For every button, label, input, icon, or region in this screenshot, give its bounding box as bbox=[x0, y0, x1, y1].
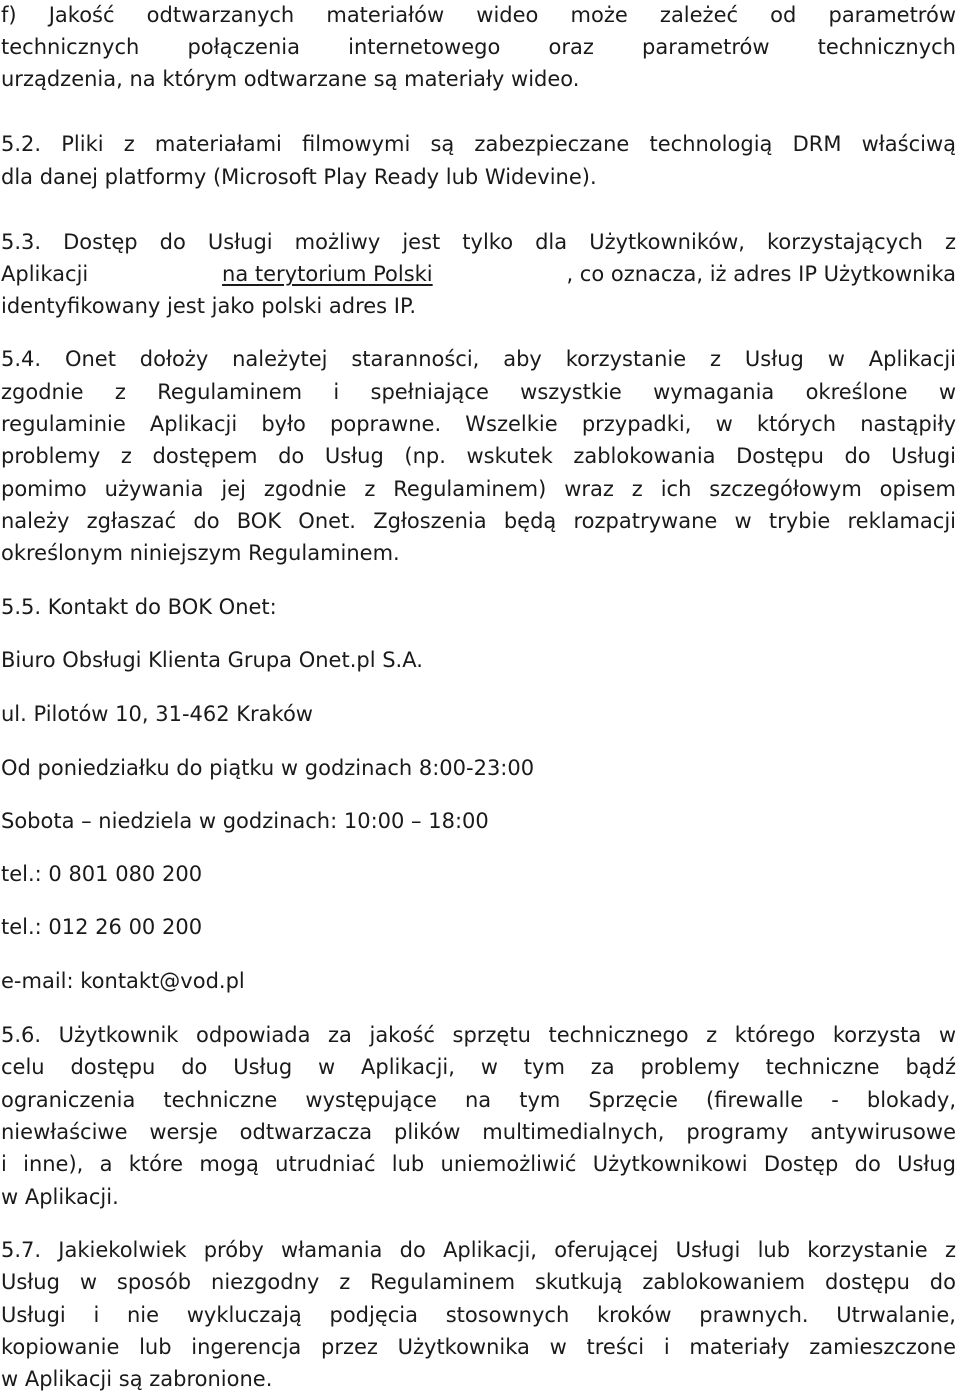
paragraph-5-4-line-1: 5.4. Onet dołoży należytej staranności, aby korzystanie z Usług w Aplikacji bbox=[1, 347, 956, 371]
line-segment-aplikacji: Aplikacji bbox=[1, 262, 89, 286]
paragraph-f-line-2: technicznych połączenia internetowego oraz parametrów technicznych bbox=[1, 35, 956, 59]
section-5-5-heading: 5.5. Kontakt do BOK Onet: bbox=[1, 595, 277, 619]
paragraph-5-4-line-4: problemy z dostępem do Usług (np. wskutek zablokowania Dostępu do Usługi bbox=[1, 444, 956, 468]
contact-office-name: Biuro Obsługi Klienta Grupa Onet.pl S.A. bbox=[1, 648, 423, 672]
paragraph-5-7-line-3: Usługi i nie wykluczają podjęcia stosownych kroków prawnych. Utrwalanie, bbox=[1, 1303, 956, 1327]
paragraph-5-3-line-1: 5.3. Dostęp do Usługi możliwy jest tylko dla Użytkowników, korzystających z bbox=[1, 230, 956, 254]
paragraph-5-4-line-6: należy zgłaszać do BOK Onet. Zgłoszenia będą rozpatrywane w trybie reklamacji bbox=[1, 509, 956, 533]
line-segment-ip-address: , co oznacza, iż adres IP Użytkownika bbox=[566, 262, 956, 286]
paragraph-5-6-line-4: niewłaściwe wersje odtwarzacza plików multimedialnych, programy antywirusowe bbox=[1, 1120, 956, 1144]
contact-phone-1: tel.: 0 801 080 200 bbox=[1, 862, 203, 886]
paragraph-5-2-line-2: dla danej platformy (Microsoft Play Ready lub Widevine). bbox=[1, 165, 597, 189]
paragraph-5-6-line-3: ograniczenia techniczne występujące na tym Sprzęcie (firewalle - blokady, bbox=[1, 1088, 956, 1112]
contact-phone-2: tel.: 012 26 00 200 bbox=[1, 915, 203, 939]
paragraph-5-7-line-4: kopiowanie lub ingerencja przez Użytkownika w treści i materiały zamieszczone bbox=[1, 1335, 956, 1359]
paragraph-5-2-line-1: 5.2. Pliki z materiałami filmowymi są zabezpieczane technologią DRM właściwą bbox=[1, 132, 956, 156]
paragraph-5-3-line-3: identyfikowany jest jako polski adres IP. bbox=[1, 294, 417, 318]
paragraph-5-6-line-2: celu dostępu do Usług w Aplikacji, w tym za problemy techniczne bądź bbox=[1, 1055, 956, 1079]
paragraph-5-6-line-5: i inne), a które mogą utrudniać lub uniemożliwić Użytkownikowi Dostęp do Usług bbox=[1, 1152, 956, 1176]
territory-underlined-text: na terytorium Polski bbox=[222, 262, 433, 286]
paragraph-5-4-line-5: pomimo używania jej zgodnie z Regulaminem) wraz z ich szczegółowym opisem bbox=[1, 477, 956, 501]
paragraph-5-4-line-7: określonym niniejszym Regulaminem. bbox=[1, 541, 400, 565]
paragraph-5-7-line-1: 5.7. Jakiekolwiek próby włamania do Aplikacji, oferującej Usługi lub korzystanie z bbox=[1, 1238, 956, 1262]
paragraph-5-6-line-1: 5.6. Użytkownik odpowiada za jakość sprzętu technicznego z którego korzysta w bbox=[1, 1023, 956, 1047]
paragraph-5-4-line-3: regulaminie Aplikacji było poprawne. Wszelkie przypadki, w których nastąpiły bbox=[1, 412, 956, 436]
contact-address: ul. Pilotów 10, 31-462 Kraków bbox=[1, 702, 313, 726]
paragraph-f-line-1: f) Jakość odtwarzanych materiałów wideo może zależeć od parametrów bbox=[1, 3, 956, 27]
paragraph-5-4-line-2: zgodnie z Regulaminem i spełniające wszystkie wymagania określone w bbox=[1, 380, 956, 404]
paragraph-5-7-line-2: Usług w sposób niezgodny z Regulaminem skutkują zablokowaniem dostępu do bbox=[1, 1270, 956, 1294]
contact-hours-weekend: Sobota – niedziela w godzinach: 10:00 – 18:00 bbox=[1, 809, 489, 833]
contact-hours-weekdays: Od poniedziałku do piątku w godzinach 8:00-23:00 bbox=[1, 756, 535, 780]
paragraph-f-line-3: urządzenia, na którym odtwarzane są materiały wideo. bbox=[1, 67, 580, 91]
paragraph-5-7-line-5: w Aplikacji są zabronione. bbox=[1, 1367, 273, 1391]
paragraph-5-3-line-2 bbox=[1, 259, 956, 289]
contact-email: e-mail: kontakt@vod.pl bbox=[1, 969, 245, 993]
paragraph-5-6-line-6: w Aplikacji. bbox=[1, 1185, 119, 1209]
